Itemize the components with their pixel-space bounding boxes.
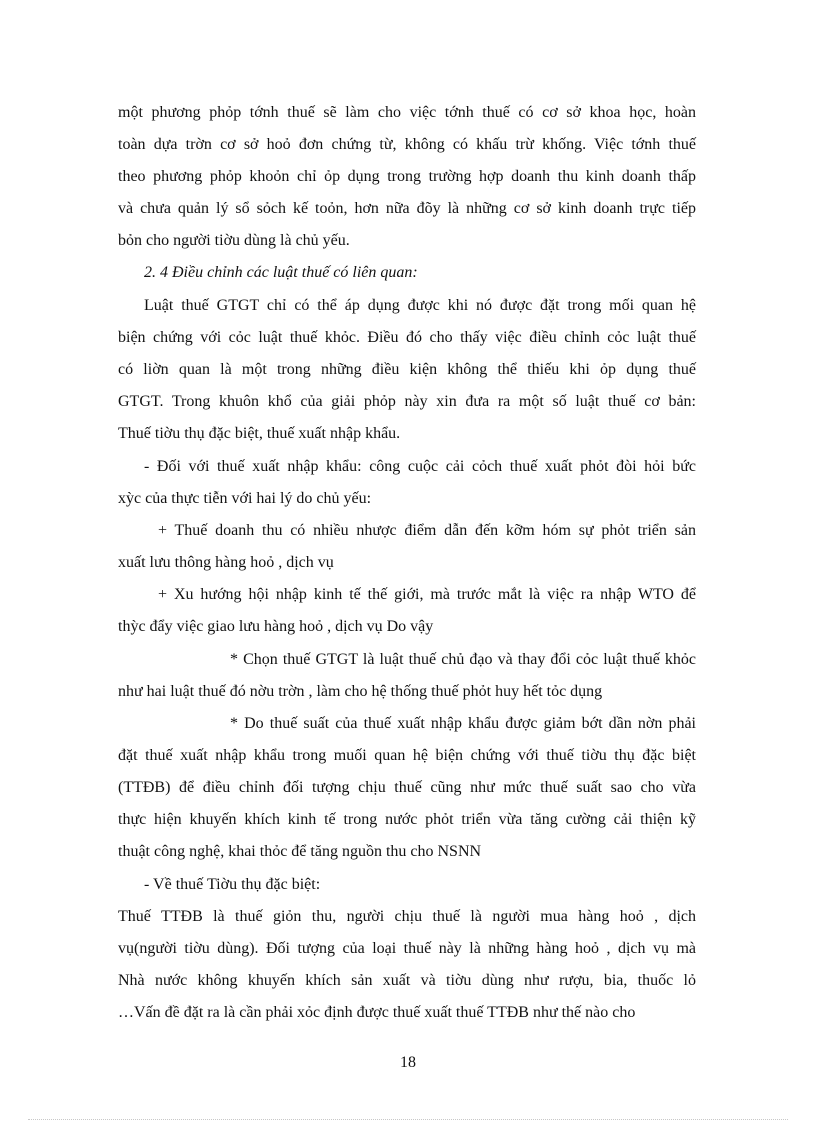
paragraph-line: thỳc đẩy việc giao lưu hàng hoỏ , dịch vụ Do vậy bbox=[118, 618, 434, 635]
paragraph-line: - Về thuế Tiờu thụ đặc biệt: bbox=[144, 876, 321, 893]
paragraph-line: như hai luật thuế đó nờu trờn , làm cho hệ thống thuế phỏt huy hết tỏc dụng bbox=[118, 683, 603, 700]
paragraph-line: GTGT. Trong khuôn khổ của giải phỏp này xin đưa ra một số luật thuế cơ bản: bbox=[118, 393, 696, 410]
paragraph-line: …Vấn đề đặt ra là cần phải xỏc định được thuế xuất thuế TTĐB như thế nào cho bbox=[118, 1004, 636, 1021]
paragraph-line: xuất lưu thông hàng hoỏ , dịch vụ bbox=[118, 554, 334, 571]
paragraph-line: * Chọn thuế GTGT là luật thuế chủ đạo và thay đổi cỏc luật thuế khỏc bbox=[230, 651, 696, 668]
paragraph-line: Nhà nước không khuyến khích sản xuất và tiờu dùng như rượu, bia, thuốc lỏ bbox=[118, 972, 696, 989]
paragraph-line: (TTĐB) để điều chỉnh đối tượng chịu thuế cũng như mức thuế suất sao cho vừa bbox=[118, 779, 696, 796]
paragraph-line: + Xu hướng hội nhập kinh tế thế giới, mà trước mắt là việc ra nhập WTO để bbox=[158, 586, 696, 603]
page-number: 18 bbox=[400, 1054, 416, 1071]
paragraph-line: Luật thuế GTGT chỉ có thể áp dụng được khi nó được đặt trong mối quan hệ bbox=[144, 297, 696, 314]
paragraph-line: - Đối với thuế xuất nhập khẩu: công cuộc cải cỏch thuế xuất phỏt đòi hỏi bức bbox=[144, 458, 696, 475]
paragraph-line: toàn dựa trờn cơ sở hoỏ đơn chứng từ, không có khấu trừ khống. Việc tớnh thuế bbox=[118, 136, 696, 153]
paragraph-line: và chưa quản lý sổ sỏch kế toỏn, hơn nữa đõy là những cơ sở kinh doanh trực tiếp bbox=[118, 200, 696, 217]
paragraph-line: Thuế TTĐB là thuế giỏn thu, người chịu thuế là người mua hàng hoỏ , dịch bbox=[118, 908, 696, 925]
paragraph-line: + Thuế doanh thu có nhiều nhược điểm dẫn đến kỡm hóm sự phỏt triển sản bbox=[158, 522, 696, 539]
paragraph-line: thực hiện khuyến khích kinh tế trong nước phỏt triển vừa tăng cường cải thiện kỹ bbox=[118, 811, 696, 828]
paragraph-line: đặt thuế xuất nhập khẩu trong muối quan hệ biện chứng với thuế tiờu thụ đặc biệt bbox=[118, 747, 696, 764]
paragraph-line: một phương phỏp tớnh thuế sẽ làm cho việc tớnh thuế có cơ sở khoa học, hoàn bbox=[118, 104, 696, 121]
paragraph-line: Thuế tiờu thụ đặc biệt, thuế xuất nhập khẩu. bbox=[118, 425, 401, 442]
paragraph-line: có liờn quan là một trong những điều kiện không thể thiếu khi ỏp dụng thuế bbox=[118, 361, 696, 378]
paragraph-line: vụ(người tiờu dùng). Đối tượng của loại thuế này là những hàng hoỏ , dịch vụ mà bbox=[118, 940, 696, 957]
paragraph-line: * Do thuế suất của thuế xuất nhập khẩu được giảm bớt dần nờn phải bbox=[230, 715, 696, 732]
paragraph-line: biện chứng với cỏc luật thuế khỏc. Điều đó cho thấy việc điều chỉnh cỏc luật thuế bbox=[118, 329, 696, 346]
paragraph-line: bỏn cho người tiờu dùng là chủ yếu. bbox=[118, 232, 350, 249]
page-bottom-border bbox=[28, 1119, 788, 1120]
paragraph-line: xỳc của thực tiễn với hai lý do chủ yếu: bbox=[118, 490, 372, 507]
paragraph-line: theo phương phỏp khoỏn chỉ ỏp dụng trong trường hợp doanh thu kinh doanh thấp bbox=[118, 168, 696, 185]
section-heading: 2. 4 Điều chỉnh các luật thuế có liên quan: bbox=[144, 264, 418, 281]
paragraph-line: thuật công nghệ, khai thỏc để tăng nguồn thu cho NSNN bbox=[118, 843, 482, 860]
